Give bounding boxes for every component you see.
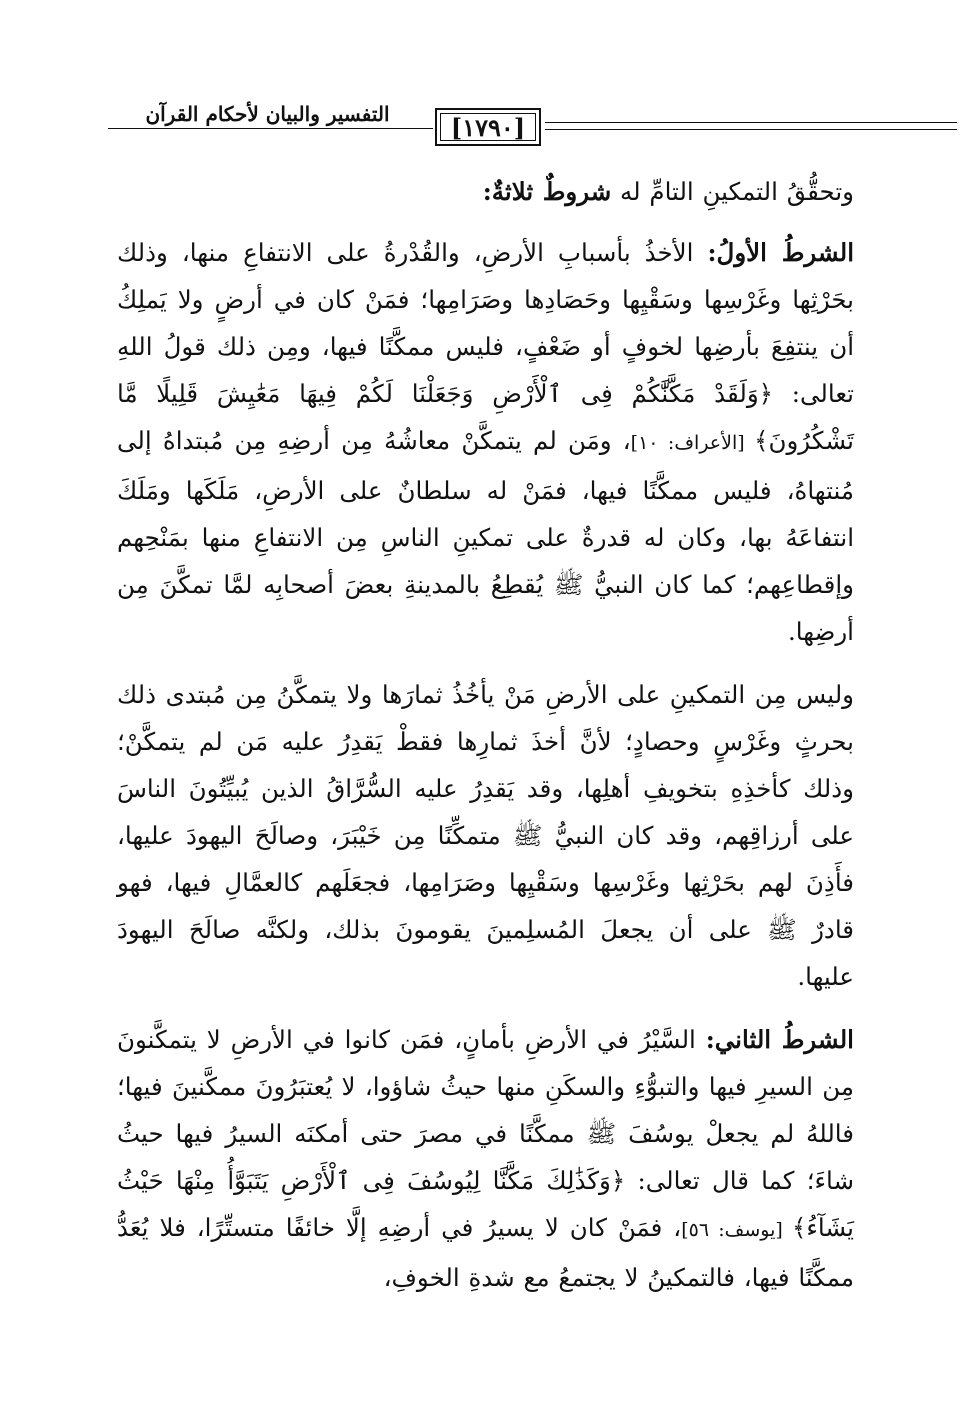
section2-heading: الشرطُ الثاني: bbox=[705, 1025, 854, 1054]
section1-paragraph2-text: وليس مِن التمكينِ على الأرضِ مَنْ يأخُذُ ثمارَها ولا يتمكَّنُ مِن مُبتدى ذلك بحرثٍ وغَرْسٍ وحصادٍ؛ لأنَّ أخذَ ثمارِها فقطْ يَقدِرُ عليه مَن لم يتمكَّنْ؛ وذلك كأخذِهِ بتخويفِ أهلِها، وقد يَقدِرُ عليه السُّرَّاقُ الذين يُبيِّتُونَ الناسَ على أرزاقِهم، وقد كان النبيُّ ﷺ متمكِّنًا مِن خَيْبَرَ، وصالَحَ اليهودَ عليها، فأَذِنَ لهم بحَرْثِها وغَرْسِها وسَقْيِها وصَرَامِها، فجعَلَهم كالعمَّالِ فيها، فهو قادرٌ ﷺ على أن يجعلَ المُسلِمينَ يقومونَ بذلك، ولكنَّه صالَحَ اليهودَ عليها. bbox=[117, 680, 854, 991]
page-number: [١٧٩٠] bbox=[450, 112, 526, 142]
book-title: التفسير والبيان لأحكام القرآن bbox=[145, 102, 390, 126]
section1-text-rest: ، ومَن لم يتمكَّنْ معاشُهُ مِن أرضِهِ مِن مُبتداهُ إلى مُنتهاهُ، فليس ممكَّنًا فيها، فمَنْ له سلطانٌ على الأرضِ، مَلَكَها ومَلَكَ انتفاعَهُ بها، وكان له قدرةٌ على تمكينِ الناسِ مِن الانتفاعِ منها بمَنْحِهم وإقطاعِهم؛ كما كان النبيُّ ﷺ يُقطِعُ بالمدينةِ بعضَ أصحابِه لمَّا تمكَّنَ مِن أرضِها. bbox=[117, 426, 854, 646]
page-header bbox=[100, 98, 855, 148]
section1-heading: الشرطُ الأولُ: bbox=[707, 238, 855, 267]
header-rule-right-bottom bbox=[545, 129, 957, 130]
section1-paragraph1 bbox=[117, 229, 854, 655]
section1-text: الأخذُ بأسبابِ الأرضِ، والقُدْرةُ على الانتفاعِ منها، وذلك بحَرْثِها وغَرْسِها وسَقْيِها وحَصَادِها وصَرَامِها؛ فمَنْ كان في أرضٍ ولا يَملِكُ أن ينتفِعَ بأرضِها لخوفٍ أو ضَعْفٍ، فليس ممكَّنًا فيها، ومِن ذلك قولُ اللهِ تعالى: bbox=[117, 238, 855, 408]
header-rule-left bbox=[108, 128, 433, 129]
verse-reference-araf: [الأعراف: ١٠] bbox=[630, 432, 755, 454]
quran-verse-yusuf: ﴿وَكَذَٰلِكَ مَكَّنَّا لِيُوسُفَ فِى ٱلْأَرْضِ يَتَبَوَّأُ مِنْهَا حَيْثُ يَشَآءُ﴾ bbox=[117, 1166, 854, 1242]
intro-text: وتحقُّقُ التمكينِ التامِّ له bbox=[611, 177, 854, 206]
header-rule-right-top bbox=[545, 122, 957, 123]
section2-paragraph1 bbox=[117, 1016, 854, 1301]
section2-text: السَّيْرُ في الأرضِ بأمانٍ، فمَن كانوا في الأرضِ لا يتمكَّنونَ مِن السيرِ فيها والتبوُّءِ والسكَنِ منها حيثُ شاؤوا، لا يُعتبَرُونَ ممكَّنينَ فيها؛ فاللهُ لم يجعلْ يوسُفَ ﷺ ممكَّنًا في مصرَ حتى أمكنَه السيرُ فيها حيثُ شاءَ؛ كما قال تعالى: bbox=[117, 1025, 855, 1195]
page-number-box bbox=[435, 108, 541, 146]
intro-bold: شروطٌ ثلاثةٌ: bbox=[482, 177, 612, 206]
section2-text-rest: ، فمَنْ كان لا يسيرُ في أرضِهِ إلَّا خائفًا متستِّرًا، فلا يُعَدُّ ممكَّنًا فيها، فالتمكينُ لا يجتمعُ مع شدةِ الخوفِ، bbox=[117, 1213, 854, 1292]
section1-paragraph2 bbox=[117, 671, 854, 1000]
quran-verse-araf: ﴿وَلَقَدْ مَكَّنَّٰكُمْ فِى ٱلْأَرْضِ وَجَعَلْنَا لَكُمْ فِيهَا مَعَٰيِشَ قَلِيلًا مَّا تَشْكُرُونَ﴾ bbox=[117, 379, 854, 455]
intro-paragraph bbox=[117, 168, 854, 215]
page-body bbox=[117, 168, 854, 1301]
verse-reference-yusuf: [يوسف: ٥٦] bbox=[681, 1219, 792, 1241]
